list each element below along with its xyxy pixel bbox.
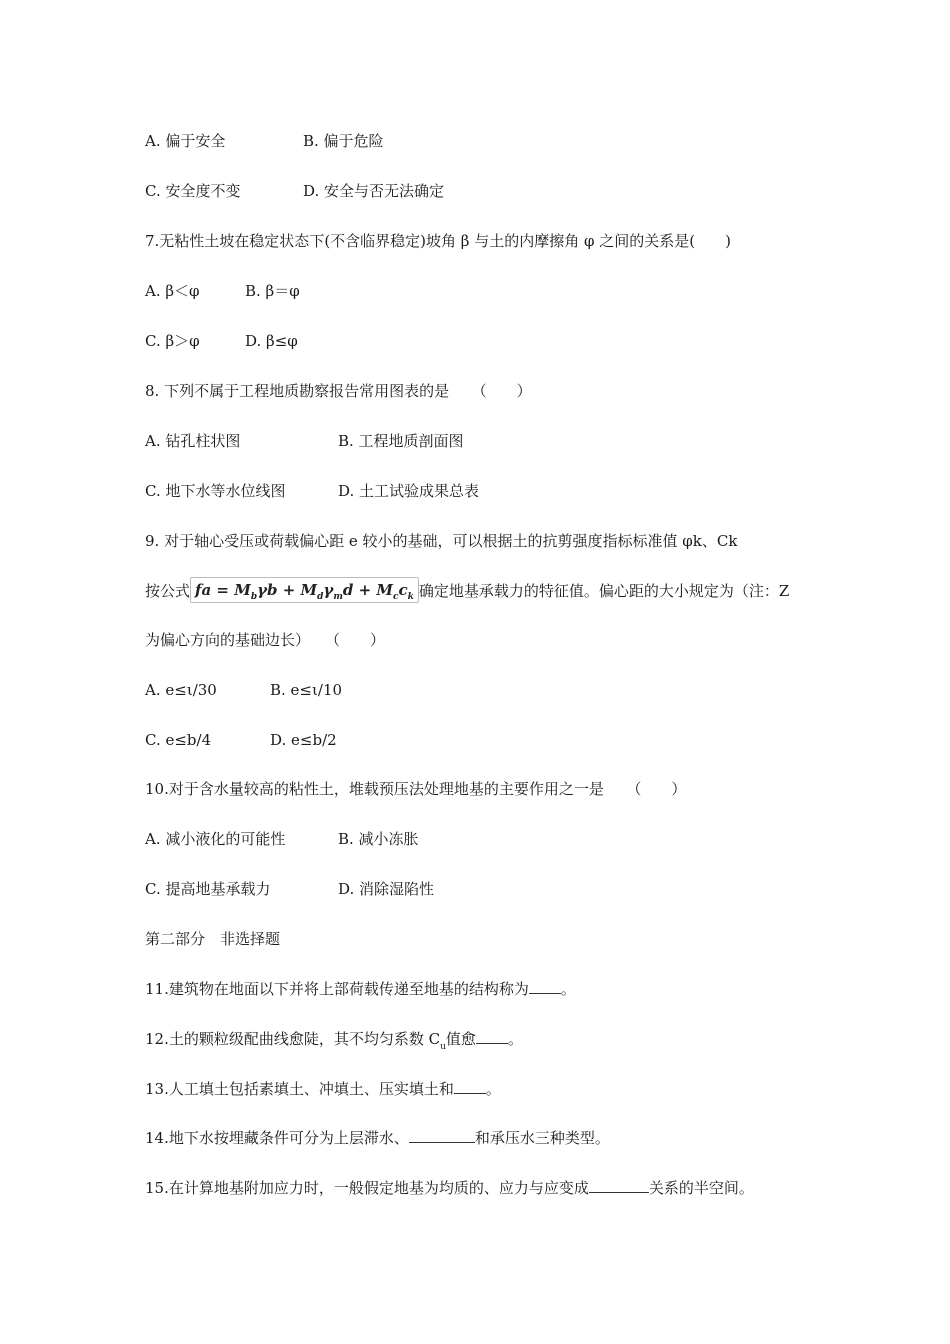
q9-options-row2	[145, 730, 337, 750]
q12-blank	[476, 1028, 508, 1044]
q11-text-pre: 11.建筑物在地面以下并将上部荷载传递至地基的结构称为	[145, 980, 529, 998]
q10-option-d: D. 消除湿陷性	[338, 880, 435, 898]
q10-option-a: A. 减小液化的可能性	[145, 830, 286, 848]
q14	[145, 1127, 610, 1147]
q14-text-pre: 14.地下水按埋藏条件可分为上层滞水、	[145, 1129, 409, 1147]
q12	[145, 1028, 523, 1052]
q13-blank	[454, 1078, 486, 1094]
q9-option-d: D. e≤b/2	[270, 731, 337, 749]
q8-option-a: A. 钻孔柱状图	[145, 432, 241, 450]
q12-text-mid: 值愈	[445, 1030, 476, 1048]
q9-stem-line1: 9. 对于轴心受压或荷载偏心距 e 较小的基础，可以根据土的抗剪强度指标标准值 φk、Ck	[145, 532, 738, 550]
q14-text-post: 和承压水三种类型。	[474, 1129, 610, 1147]
q11-text-post: 。	[560, 980, 576, 998]
q12-text-pre: 12.土的颗粒级配曲线愈陡，其不均匀系数 C	[145, 1030, 441, 1048]
q6-option-c: C. 安全度不变	[145, 182, 241, 200]
q6-options-row2	[145, 181, 444, 201]
q9-options-row1	[145, 680, 342, 700]
q7-options-row2	[145, 331, 298, 351]
q8-option-d: D. 土工试验成果总表	[338, 482, 480, 500]
q15-blank	[589, 1177, 649, 1193]
q11-blank	[529, 978, 561, 994]
q7-option-b: B. β＝φ	[245, 282, 300, 300]
q6-option-d: D. 安全与否无法确定	[303, 182, 445, 200]
q9-stem-pre: 按公式	[145, 582, 191, 600]
q15-text-pre: 15.在计算地基附加应力时，一般假定地基为均质的、应力与应变成	[145, 1179, 589, 1197]
q15-text-post: 关系的半空间。	[648, 1179, 754, 1197]
q13-text-post: 。	[485, 1080, 501, 1098]
q12-text-post: 。	[507, 1030, 523, 1048]
q11	[145, 978, 576, 998]
q8-option-b: B. 工程地质剖面图	[338, 432, 464, 450]
q7-stem: 7.无粘性土坡在稳定状态下(不含临界稳定)坡角 β 与土的内摩擦角 φ 之间的关系是( )	[145, 232, 731, 250]
q10-option-c: C. 提高地基承载力	[145, 880, 271, 898]
q12-subscript: u	[440, 1042, 446, 1052]
q9-formula-image: fa = $M_b\gamma b + M_d\gamma_md + M_cc_k$	[190, 577, 419, 603]
q9-stem-post: 确定地基承载力的特征值。偏心距的大小规定为（注：Z	[418, 582, 790, 600]
q7-options-row1	[145, 281, 300, 301]
q14-blank	[409, 1127, 475, 1143]
q9-option-a: A. e≤ι/30	[145, 681, 217, 699]
q15	[145, 1177, 754, 1197]
q6-option-a: A. 偏于安全	[145, 132, 226, 150]
q9-stem-line2	[145, 581, 789, 601]
q10-stem: 10.对于含水量较高的粘性土，堆载预压法处理地基的主要作用之一是 （ ）	[145, 780, 687, 798]
q10-options-row1	[145, 829, 419, 849]
q8-options-row2	[145, 481, 479, 501]
q7-option-c: C. β＞φ	[145, 332, 200, 350]
part2-title: 第二部分 非选择题	[145, 930, 281, 948]
q8-option-c: C. 地下水等水位线图	[145, 482, 286, 500]
q10-options-row2	[145, 879, 434, 899]
q13-text-pre: 13.人工填土包括素填土、冲填土、压实填土和	[145, 1080, 454, 1098]
q9-option-c: C. e≤b/4	[145, 731, 212, 749]
q10-option-b: B. 减小冻胀	[338, 830, 419, 848]
q6-option-b: B. 偏于危险	[303, 132, 384, 150]
q7-option-d: D. β≤φ	[245, 332, 298, 350]
q8-options-row1	[145, 431, 464, 451]
q9-stem-line3: 为偏心方向的基础边长） （ ）	[145, 631, 386, 649]
q6-options-row1	[145, 131, 384, 151]
q13	[145, 1078, 501, 1098]
q9-option-b: B. e≤ι/10	[270, 681, 343, 699]
q7-option-a: A. β＜φ	[145, 282, 200, 300]
q8-stem: 8. 下列不属于工程地质勘察报告常用图表的是 （ ）	[145, 382, 532, 400]
